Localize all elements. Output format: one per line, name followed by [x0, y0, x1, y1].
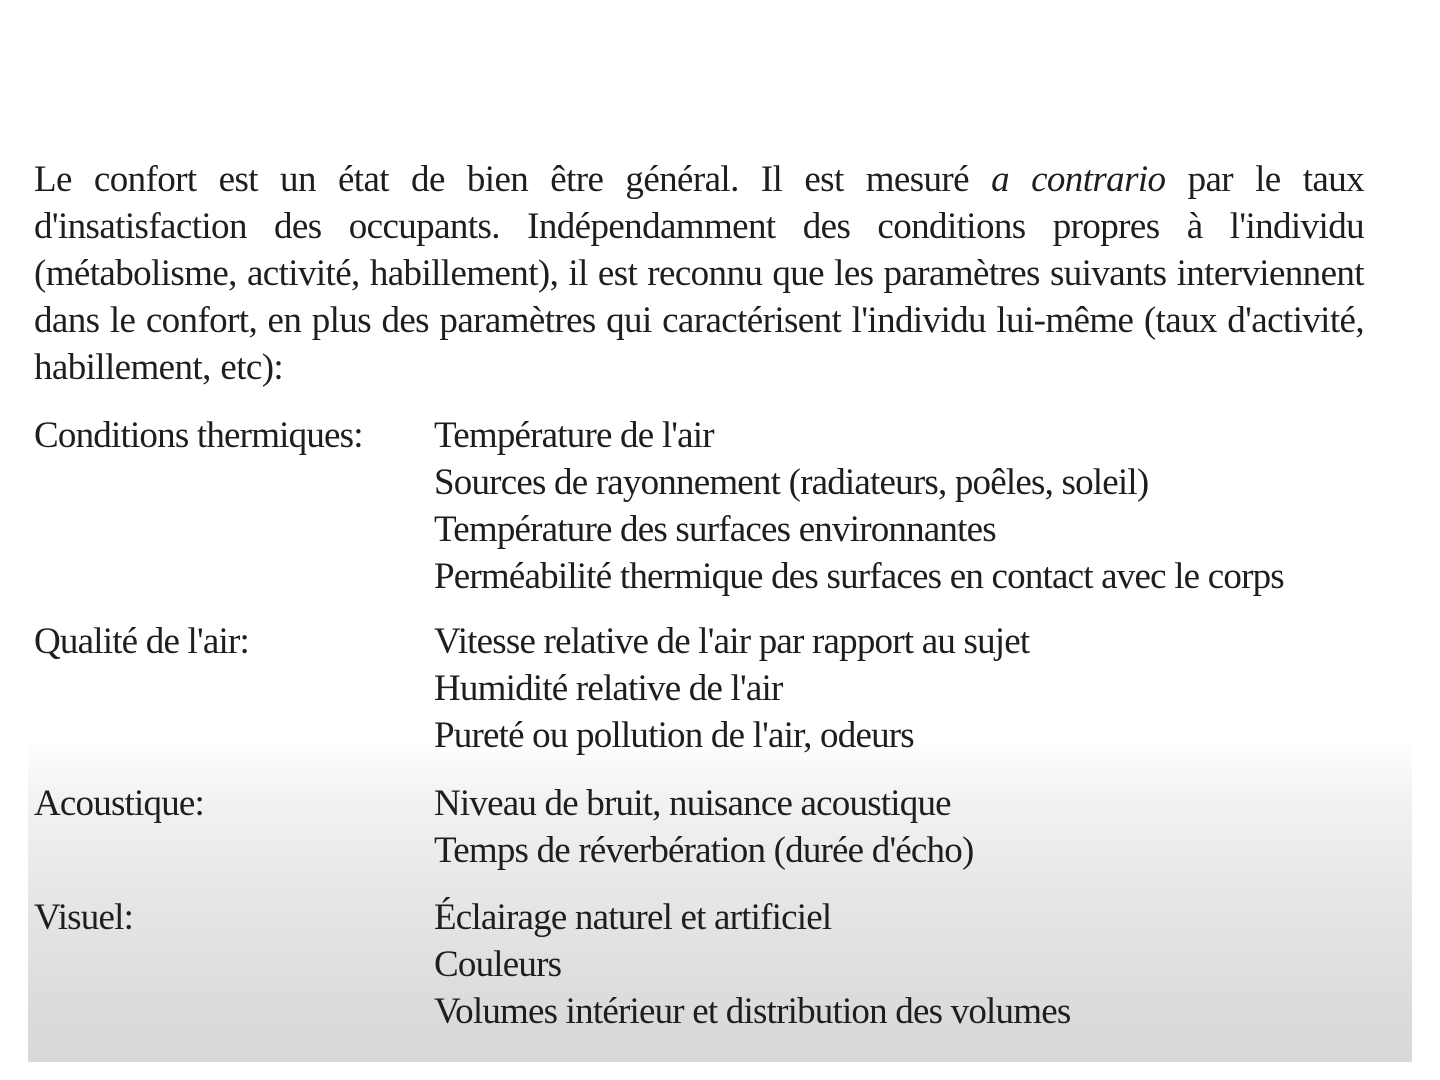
param-item: Éclairage naturel et artificiel: [434, 897, 832, 938]
param-item: Temps de réverbération (durée d'écho): [434, 830, 974, 871]
param-item: Humidité relative de l'air: [434, 668, 783, 709]
category-label-air-quality: Qualité de l'air:: [34, 621, 249, 662]
param-list-air-quality: [434, 618, 1029, 759]
param-list-thermal: [434, 412, 1284, 600]
param-item: Couleurs: [434, 944, 562, 985]
intro-italic-term: a contrario: [991, 159, 1166, 200]
param-item: Température des surfaces environnantes: [434, 509, 996, 550]
intro-text-end: par le taux d'insatisfaction des occupants. Indépendamment des conditions propres à l'individu (métabolisme, activité, habillement), il est reconnu que les paramètres suivants interviennent dans le confort, en plus des paramètres qui caractérisent l'individu lui-même (taux d'activité, habillement, etc):: [34, 159, 1365, 388]
param-item: Pureté ou pollution de l'air, odeurs: [434, 715, 914, 756]
param-item: Sources de rayonnement (radiateurs, poêles, soleil): [434, 462, 1149, 503]
document-page: [28, 0, 1412, 1062]
category-label-visual: Visuel:: [34, 897, 134, 938]
param-item: Température de l'air: [434, 415, 714, 456]
param-item: Niveau de bruit, nuisance acoustique: [434, 783, 951, 824]
param-item: Perméabilité thermique des surfaces en contact avec le corps: [434, 556, 1284, 597]
intro-text-start: Le confort est un état de bien être général. Il est mesuré: [34, 159, 992, 200]
intro-paragraph: [34, 156, 1364, 391]
param-item: Vitesse relative de l'air par rapport au sujet: [434, 621, 1030, 662]
param-list-visual: [434, 894, 1070, 1035]
category-label-thermal: Conditions thermiques:: [34, 415, 363, 456]
param-list-acoustic: [434, 780, 973, 874]
param-item: Volumes intérieur et distribution des volumes: [434, 991, 1071, 1032]
category-label-acoustic: Acoustique:: [34, 783, 205, 824]
